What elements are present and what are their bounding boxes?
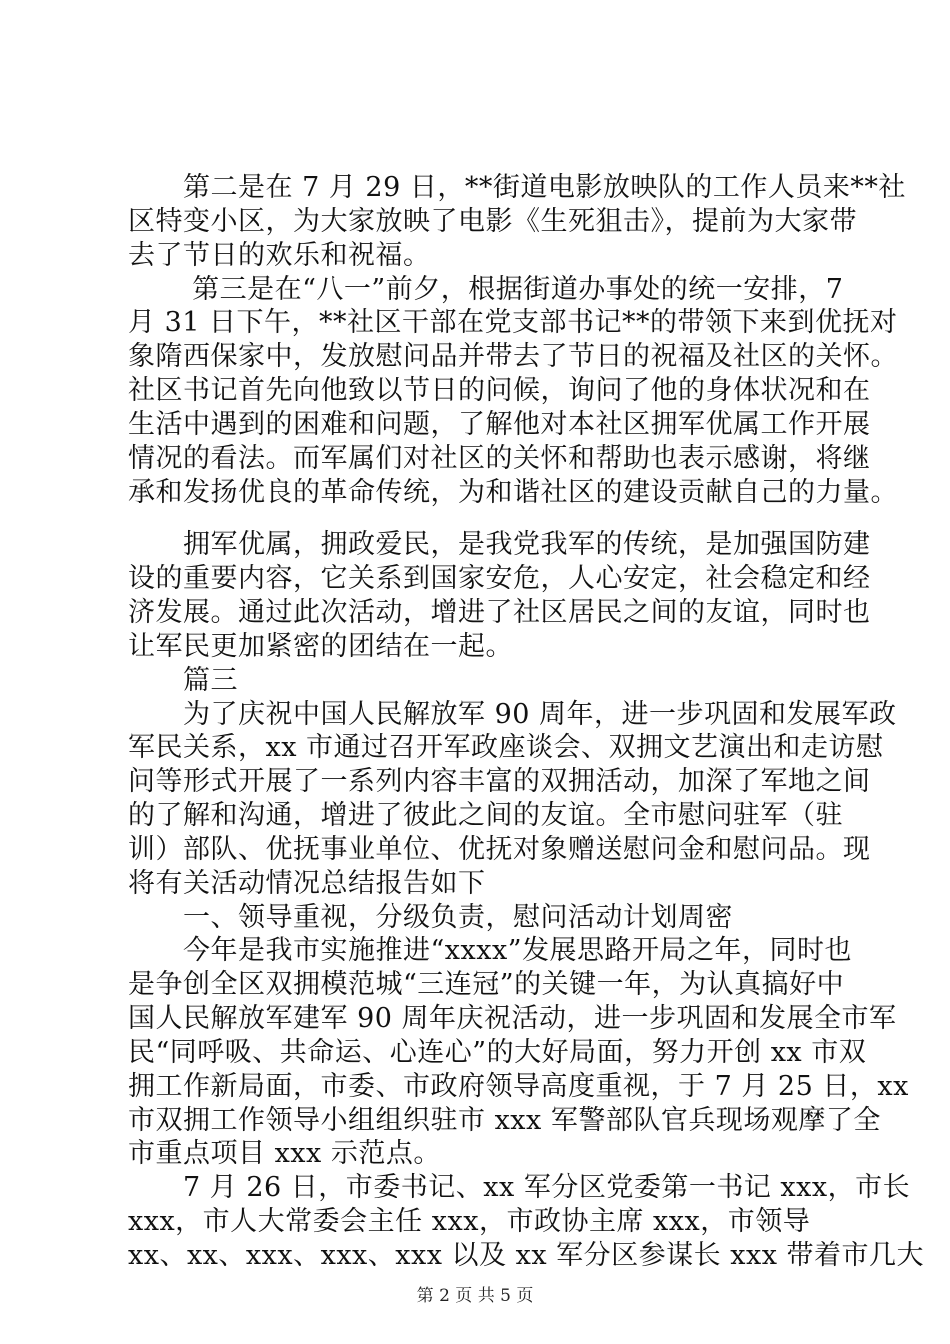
text-line: 军民关系，xx 市通过召开军政座谈会、双拥文艺演出和走访慰 — [128, 732, 884, 763]
text-line: xx、xx、xxx、xxx、xxx 以及 xx 军分区参谋长 xxx 带着市几大 — [128, 1240, 924, 1271]
text-line: 让军民更加紧密的团结在一起。 — [128, 631, 513, 662]
text-line: xxx，市人大常委会主任 xxx，市政协主席 xxx，市领导 — [128, 1206, 811, 1237]
text-line: 的了解和沟通，增进了彼此之间的友谊。全市慰问驻军（驻 — [128, 800, 843, 831]
text-line: 训）部队、优抚事业单位、优抚对象赠送慰问金和慰问品。现 — [128, 834, 871, 865]
text-line: 拥军优属，拥政爱民，是我党我军的传统，是加强国防建 — [128, 529, 871, 560]
text-line: 承和发扬优良的革命传统，为和谐社区的建设贡献自己的力量。 — [128, 477, 898, 508]
text-line: 国人民解放军建军 90 周年庆祝活动，进一步巩固和发展全市军 — [128, 1003, 897, 1034]
subheading: 一、领导重视，分级负责，慰问活动计划周密 — [128, 902, 733, 933]
text-line: 将有关活动情况总结报告如下 — [128, 868, 486, 899]
text-line: 象隋西保家中，发放慰问品并带去了节日的祝福及社区的关怀。 — [128, 341, 898, 372]
text-line: 第三是在“八一”前夕，根据街道办事处的统一安排，7 — [128, 274, 844, 305]
text-line: 设的重要内容，它关系到国家安危，人心安定，社会稳定和经 — [128, 563, 871, 594]
text-line: 今年是我市实施推进“xxxx”发展思路开局之年，同时也 — [128, 935, 853, 966]
text-line: 情况的看法。而军属们对社区的关怀和帮助也表示感谢，将继 — [128, 443, 871, 474]
text-line: 市重点项目 xxx 示范点。 — [128, 1138, 441, 1169]
text-line: 是争创全区双拥模范城“三连冠”的关键一年，为认真搞好中 — [128, 969, 845, 1000]
text-line: 为了庆祝中国人民解放军 90 周年，进一步巩固和发展军政 — [128, 699, 897, 730]
text-line: 拥工作新局面，市委、市政府领导高度重视，于 7 月 25 日，xx — [128, 1071, 909, 1102]
text-line: 区特变小区，为大家放映了电影《生死狙击》，提前为大家带 — [128, 206, 857, 237]
text-line: 去了节日的欢乐和祝福。 — [128, 240, 431, 271]
text-line: 7 月 26 日，市委书记、xx 军分区党委第一书记 xxx，市长 — [128, 1172, 911, 1203]
text-line: 民“同呼吸、共命运、心连心”的大好局面，努力开创 xx 市双 — [128, 1037, 867, 1068]
page-footer: 第 2 页 共 5 页 — [416, 1286, 534, 1306]
text-line: 月 31 日下午，**社区干部在党支部书记**的带领下来到优抚对 — [128, 307, 898, 338]
text-line: 生活中遇到的困难和问题，了解他对本社区拥军优属工作开展 — [128, 409, 871, 440]
text-line: 社区书记首先向他致以节日的问候，询问了他的身体状况和在 — [128, 375, 871, 406]
section-heading: 篇三 — [128, 665, 238, 696]
text-line: 市双拥工作领导小组组织驻市 xxx 军警部队官兵现场观摩了全 — [128, 1105, 881, 1136]
text-line: 第二是在 7 月 29 日，**街道电影放映队的工作人员来**社 — [128, 172, 906, 203]
text-line: 济发展。通过此次活动，增进了社区居民之间的友谊，同时也 — [128, 597, 871, 628]
text-line: 问等形式开展了一系列内容丰富的双拥活动，加深了军地之间 — [128, 766, 871, 797]
